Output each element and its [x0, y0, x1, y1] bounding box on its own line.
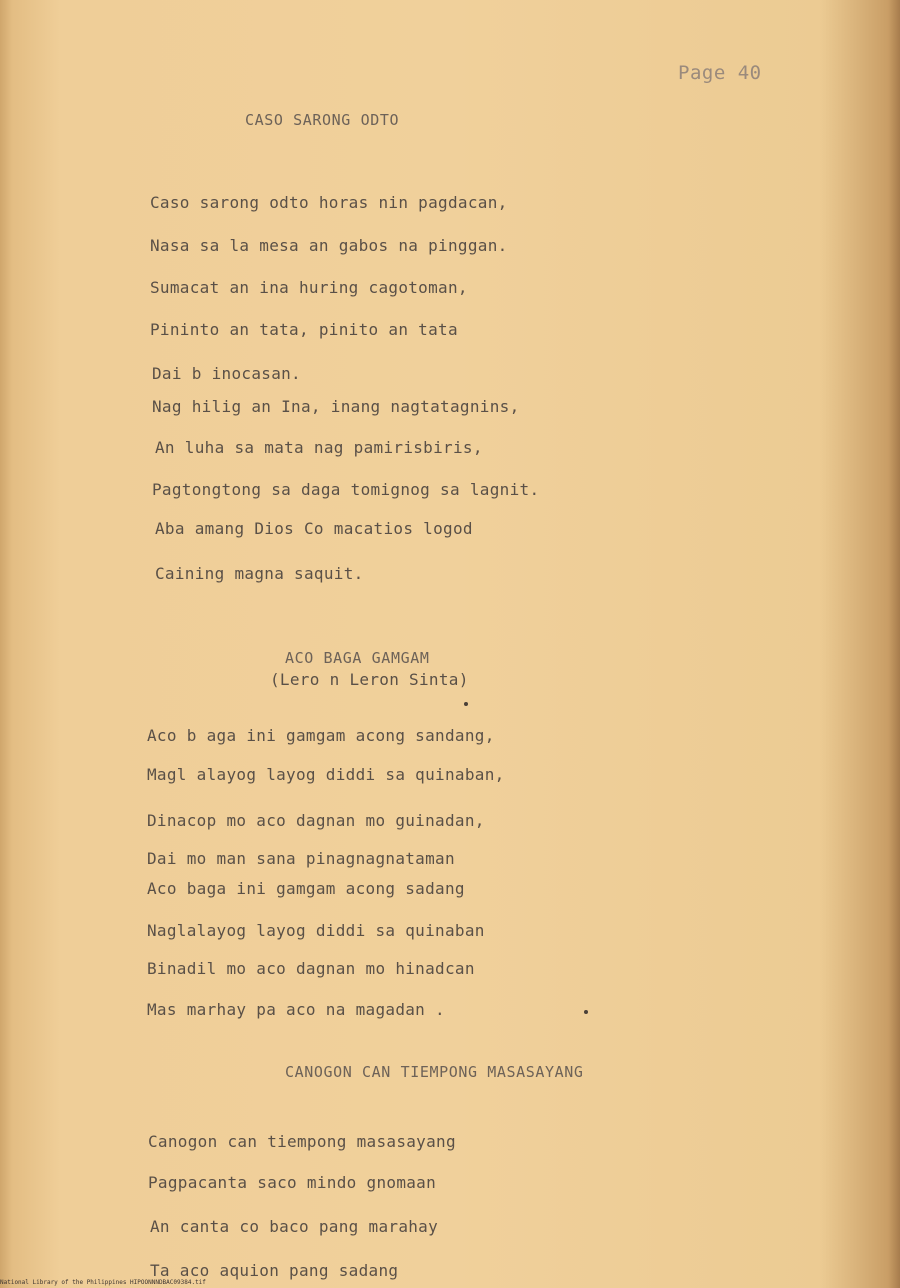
poem-line: Binadil mo aco dagnan mo hinadcan [147, 959, 475, 978]
poem-line: An luha sa mata nag pamirisbiris, [155, 438, 483, 457]
poem-line: Caining magna saquit. [155, 564, 364, 583]
poem-line: Magl alayog layog diddi sa quinaban, [147, 765, 505, 784]
poem-line: Canogon can tiempong masasayang [148, 1132, 456, 1151]
poem-subtitle: (Lero n Leron Sinta) [270, 670, 469, 689]
poem-line: Pagtongtong sa daga tomignog sa lagnit. [152, 480, 540, 499]
poem-line: Caso sarong odto horas nin pagdacan, [150, 193, 508, 212]
poem-line: Sumacat an ina huring cagotoman, [150, 278, 468, 297]
scan-footer: National Library of the Philippines HIPOONNNDBAC09384.tif [0, 1279, 206, 1286]
poem-title-aco-baga-gamgam: ACO BAGA GAMGAM [285, 649, 430, 667]
poem-line: Dai b inocasan. [152, 364, 301, 383]
page-number: Page 40 [678, 62, 762, 84]
poem-line: Naglalayog layog diddi sa quinaban [147, 921, 485, 940]
poem-line: An canta co baco pang marahay [150, 1217, 439, 1236]
poem-line: Dinacop mo aco dagnan mo guinadan, [147, 811, 485, 830]
poem-title-caso-sarong-odto: CASO SARONG ODTO [245, 111, 400, 129]
poem-line: Pininto an tata, pinito an tata [150, 320, 458, 339]
poem-line: Aco b aga ini gamgam acong sandang, [147, 726, 495, 745]
ink-speck [584, 1010, 588, 1014]
poem-line: Mas marhay pa aco na magadan . [147, 1000, 445, 1019]
poem-line: Pagpacanta saco mindo gnomaan [148, 1173, 437, 1192]
poem-line: Ta aco aquion pang sadang [150, 1261, 399, 1280]
ink-speck [464, 702, 468, 706]
poem-line: Nasa sa la mesa an gabos na pinggan. [150, 236, 508, 255]
poem-line: Aco baga ini gamgam acong sadang [147, 879, 465, 898]
poem-title-canogon: CANOGON CAN TIEMPONG MASASAYANG [285, 1063, 584, 1081]
poem-line: Dai mo man sana pinagnagnataman [147, 849, 455, 868]
poem-line: Nag hilig an Ina, inang nagtatagnins, [152, 397, 520, 416]
poem-line: Aba amang Dios Co macatios logod [155, 519, 473, 538]
